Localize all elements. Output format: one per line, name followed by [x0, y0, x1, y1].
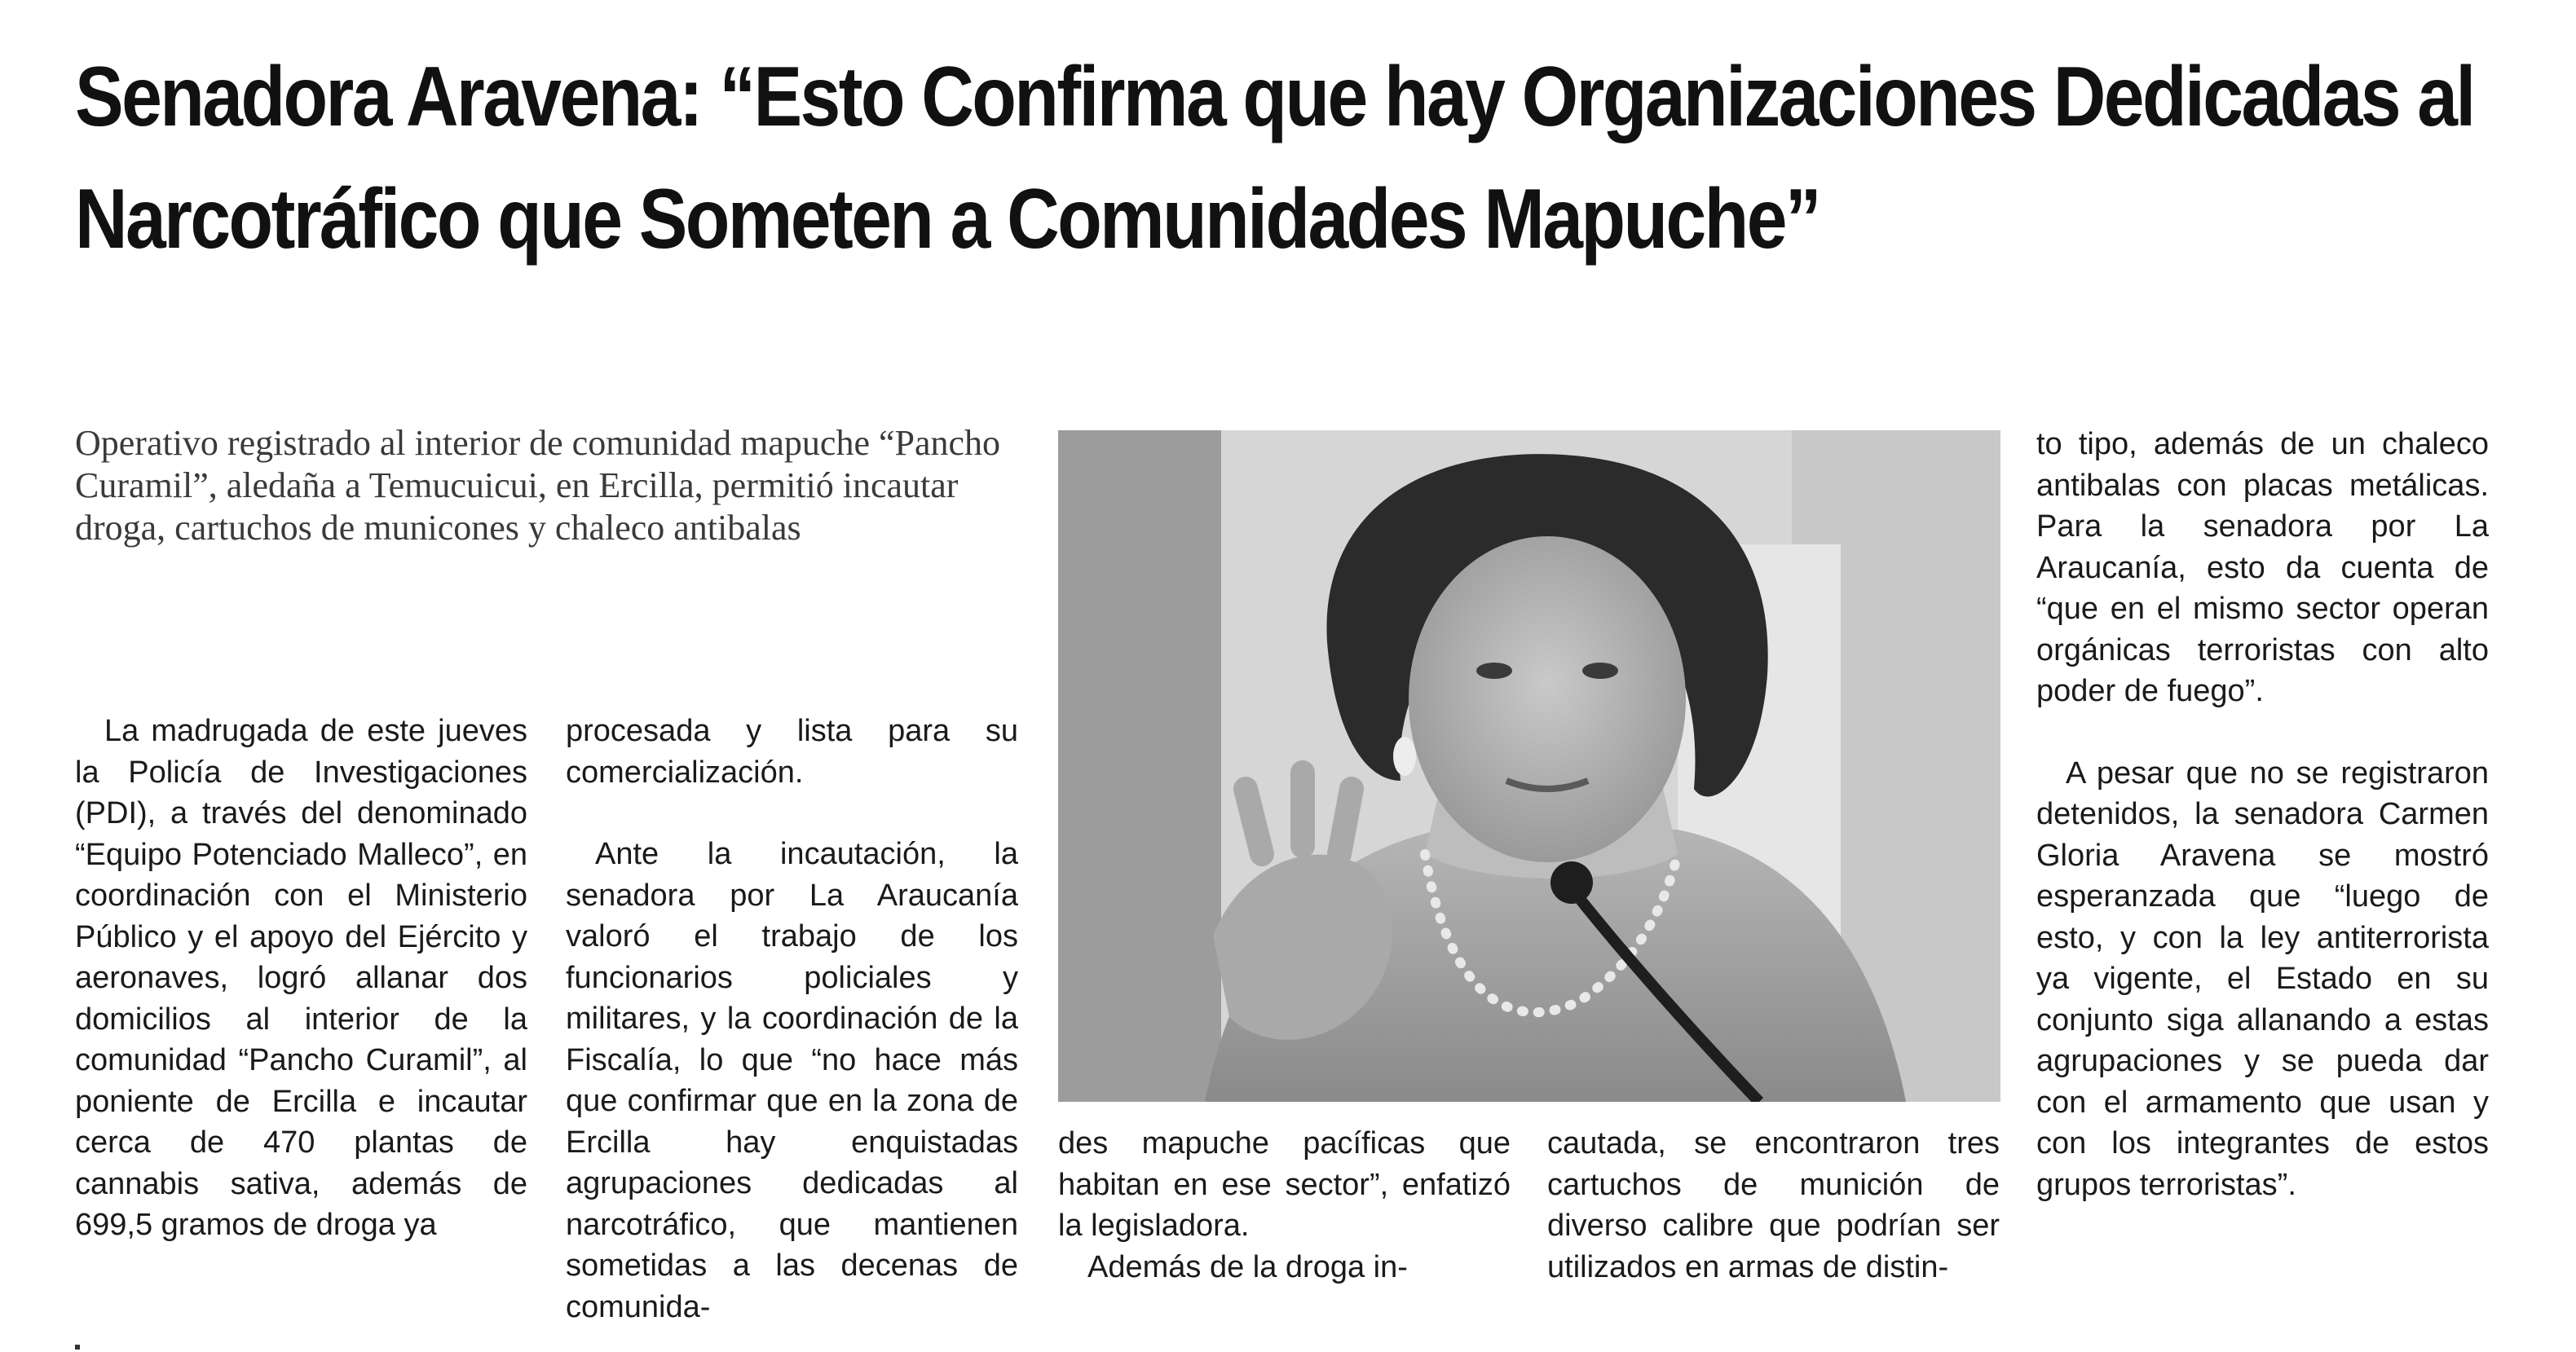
- column-1: [75, 711, 527, 1246]
- column-5: [2036, 424, 2489, 1205]
- paragraph-4: A pesar que no se registraron detenidos, la senadora Carmen Gloria Aravena se mostró esperanzada que “luego de esto, y con la ley antiterrorista ya vigente, el Estado en su conjunto siga allanando a estas agrupaciones y se pueda dar con el armamento que usan y con los integrantes de estos grupos terroristas”.: [2036, 755, 2489, 1202]
- photo-senator: [1058, 430, 2000, 1102]
- column-3: [1058, 1123, 1511, 1288]
- photo-illustration: [1058, 430, 2000, 1102]
- column-4: [1547, 1123, 2000, 1288]
- deck-subtitle: Operativo registrado al interior de comunidad mapuche “Pancho Curamil”, aledaña a Temucuicui, en Ercilla, permitió incautar droga, cartuchos de municones y chaleco antibalas: [75, 423, 1001, 548]
- headline: Senadora Aravena: “Esto Confirma que hay Organizaciones Dedicadas al Narcotráfico que Someten a Comunidades Mapuche”: [75, 50, 2474, 266]
- paragraph-1-continued: procesada y lista para su comercialización.: [566, 714, 1018, 790]
- page-corner-mark: [75, 1345, 80, 1350]
- paragraph-3-continued: cautada, se encontraron tres cartuchos de munición de diverso calibre que podrían ser utilizados en armas de distin-: [1547, 1126, 2000, 1284]
- paragraph-3-end: to tipo, además de un chaleco antibalas con placas metálicas. Para la senadora por La Araucanía, esto da cuenta de “que en el mismo sector operan orgánicas terroristas con alto poder de fuego”.: [2036, 427, 2489, 708]
- paragraph-2: Ante la incautación, la senadora por La Araucanía valoró el trabajo de los funcionarios policiales y militares, y la coordinación de la Fiscalía, lo que “no hace más que confirmar que en la zona de Ercilla hay enquistadas agrupaciones dedicadas al narcotráfico, que mantienen sometidas a las decenas de comunida-: [566, 837, 1018, 1324]
- paragraph-3: Además de la droga in-: [1087, 1249, 1408, 1284]
- column-2: [566, 711, 1018, 1328]
- paragraph-1: La madrugada de este jueves la Policía de Investigaciones (PDI), a través del denominado “Equipo Potenciado Malleco”, en coordinación con el Ministerio Público y el apoyo del Ejército y aeronaves, logró allanar dos domicilios al interior de la comunidad “Pancho Curamil”, al poniente de Ercilla e incautar cerca de 470 plantas de cannabis sativa, además de 699,5 gramos de droga ya: [75, 714, 527, 1242]
- paragraph-2-continued: des mapuche pacíficas que habitan en ese sector”, enfatizó la legisladora.: [1058, 1126, 1511, 1243]
